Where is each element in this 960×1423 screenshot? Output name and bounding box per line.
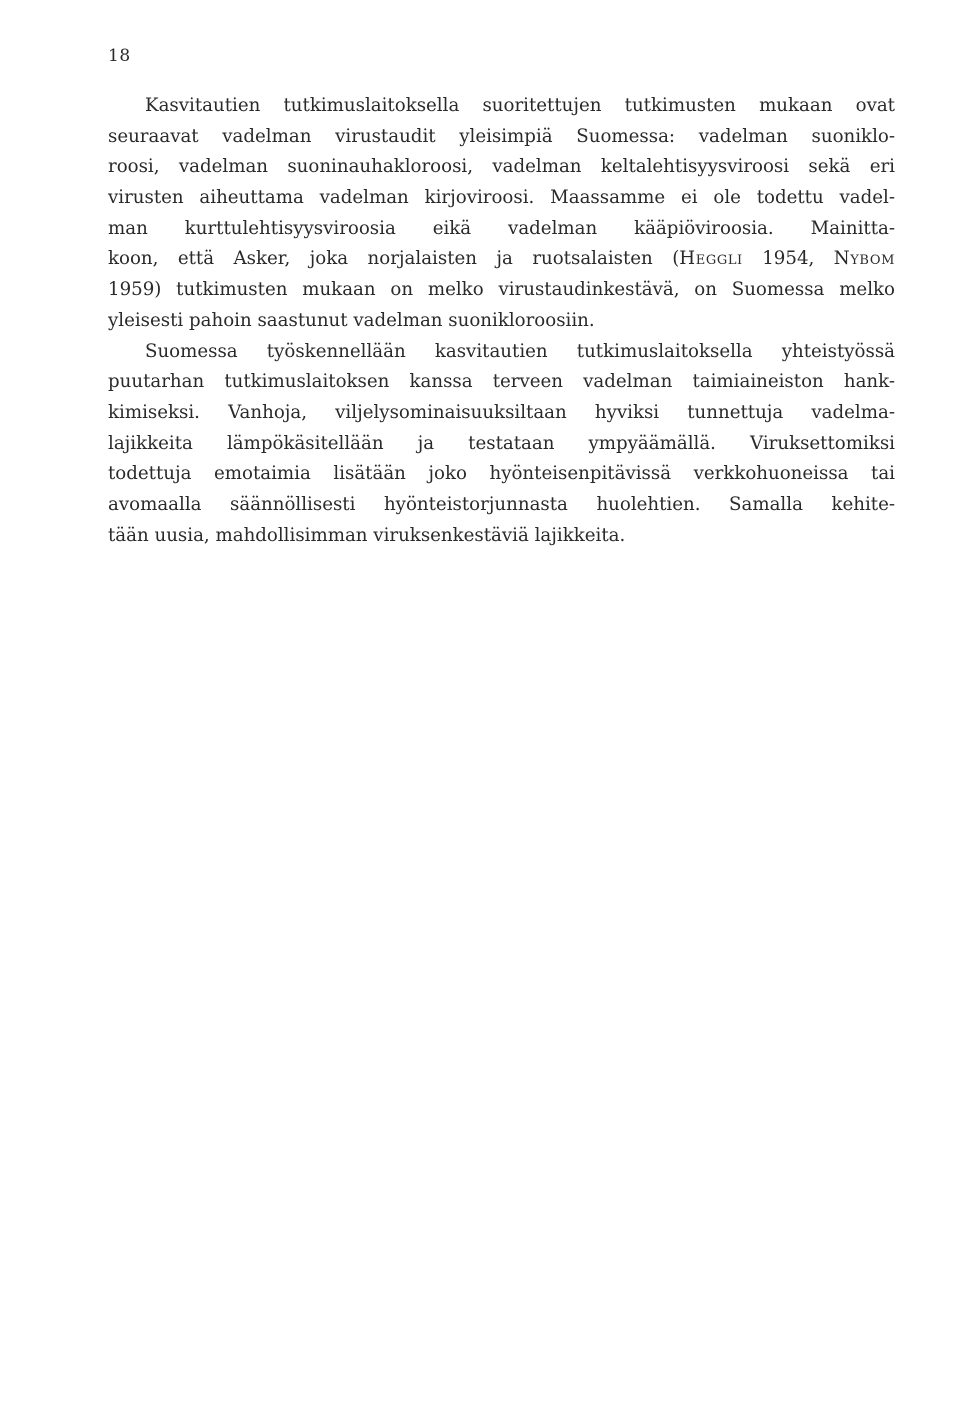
text-line: lajikkeita lämpökäsitellään ja testataan ympyäämällä. Viruksettomiksi bbox=[108, 432, 895, 454]
text-line: tään uusia, mahdollisimman viruksenkestäviä lajikkeita. bbox=[108, 524, 626, 546]
text-line: yleisesti pahoin saastunut vadelman suonikloroosiin. bbox=[108, 309, 595, 331]
text-line: virusten aiheuttama vadelman kirjoviroosi. Maassamme ei ole todettu vadel- bbox=[108, 187, 895, 209]
page-number: 18 bbox=[108, 46, 131, 66]
text-line: seuraavat vadelman virustaudit yleisimpiä Suomessa: vadelman suoniklo- bbox=[108, 125, 895, 147]
text-line-citation: koon, että Asker, joka norjalaisten ja ruotsalaisten (Heggli 1954, Nybom bbox=[108, 248, 895, 270]
text-line: kimiseksi. Vanhoja, viljelysominaisuuksiltaan hyviksi tunnettuja vadelma- bbox=[108, 401, 895, 423]
author-name: Nybom bbox=[833, 248, 895, 270]
text-line: puutarhan tutkimuslaitoksen kanssa terveen vadelman taimiaineiston hank- bbox=[108, 371, 895, 393]
author-name: Heggli bbox=[679, 248, 743, 270]
text-line: man kurttulehtisyysviroosia eikä vadelman kääpiöviroosia. Mainitta- bbox=[108, 217, 895, 239]
text-line: Kasvitautien tutkimuslaitoksella suoritettujen tutkimusten mukaan ovat bbox=[145, 95, 895, 116]
text-line: roosi, vadelman suoninauhakloroosi, vadelman keltalehtisyysviroosi sekä eri bbox=[108, 156, 895, 178]
text-line: todettuja emotaimia lisätään joko hyönteisenpitävissä verkkohuoneissa tai bbox=[108, 463, 895, 485]
text-line: avomaalla säännöllisesti hyönteistorjunnasta huolehtien. Samalla kehite- bbox=[108, 493, 895, 515]
body-text bbox=[108, 91, 895, 551]
text-line: Suomessa työskennellään kasvitautien tutkimuslaitoksella yhteistyössä bbox=[145, 340, 895, 362]
text-line: 1959) tutkimusten mukaan on melko virustaudinkestävä, on Suomessa melko bbox=[108, 279, 895, 301]
